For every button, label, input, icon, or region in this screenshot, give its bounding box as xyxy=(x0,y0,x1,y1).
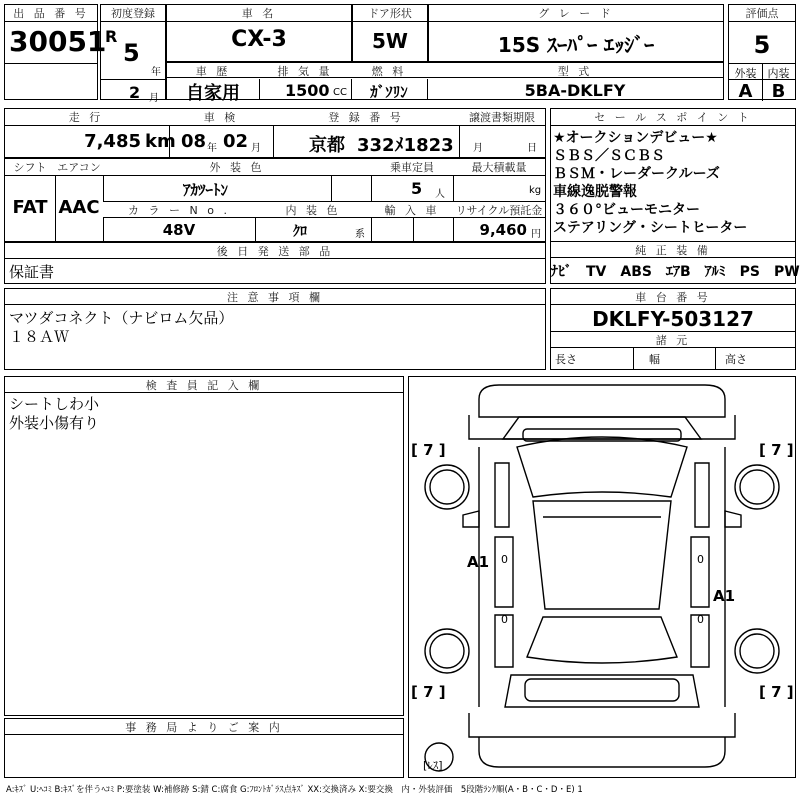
plate-area: 京都 xyxy=(309,135,345,156)
displacement: 1500 xyxy=(285,81,330,100)
grade: 15S ｽｰﾊﾟｰ ｴｯｼﾞｰ xyxy=(497,33,655,57)
model-code: 5BA-DKLFY xyxy=(524,81,626,100)
note-line: １８ＡＷ xyxy=(9,328,70,346)
seating-capacity: 5 xyxy=(411,179,423,198)
plate-number: 332ﾒ1823 xyxy=(357,135,454,156)
aircon-type: AAC xyxy=(58,197,100,218)
legend: A:ｷｽﾞ U:ﾍｺﾐ B:ｷｽﾞを伴うﾍｺﾐ P:要塗装 W:補修跡 S:錆 C:腐食 G:ﾌﾛﾝﾄｶﾞﾗｽ点ｷｽﾞ XX:交換済み X:要交換 内・外装評価 5段階ﾗﾝｸ順(A・B・C・D・E) 1 xyxy=(6,785,583,795)
exterior-score: A xyxy=(738,81,753,102)
tire-tag-front-left: [ 7 ] xyxy=(411,441,446,459)
color-number: 48V xyxy=(162,221,196,239)
color-block-box: シフト エアコン 外 装 色 乗車定員 最大積載量 FAT AAC ｱｶﾂｰﾄﾝ 5 人 kg カ ラ ー N o . 内 装 色 輸 入 車 リサイクル預託金 48V ｸﾛ 系 9,460 円 xyxy=(4,158,546,242)
lot-number-box xyxy=(4,4,107,100)
spec-row-box: 車 歴 排 気 量 燃 料 型 式 自家用 1500 CC ｶﾞｿﾘﾝ 5BA-DKLFY xyxy=(166,62,724,100)
recycle-deposit: 9,460 xyxy=(479,221,527,239)
fuel: ｶﾞｿﾘﾝ xyxy=(370,83,408,101)
standard-equipment: ﾅﾋﾞ TV ABS ｴｱB ｱﾙﾐ PS PW xyxy=(551,264,800,280)
inspector-note: シートしわ小 xyxy=(9,395,100,413)
tire-tag-front-right: [ 7 ] xyxy=(759,441,794,459)
door-type: 5W xyxy=(372,29,408,53)
exterior-color: ｱｶﾂｰﾄﾝ xyxy=(183,181,229,199)
car-name: CX-3 xyxy=(231,27,287,52)
lot-number-label: 出 品 番 号 xyxy=(5,5,97,21)
score-box: 評価点 5 外装 内装 A B xyxy=(728,4,796,100)
spare-tire-label: [ﾚｽ] xyxy=(423,759,443,772)
inspector-note: 外装小傷有り xyxy=(9,414,100,432)
sales-points-box: セ ー ル ス ポ イ ン ト ★オークションデビュー★ ＳＢＳ／ＳＣＢＳ ＢＳＭ・レーダークルーズ 車線逸脱警報 ３６０°ビューモニター ステアリング・シートヒーター 純 正 装 備 ﾅﾋﾞ TV ABS ｴｱB ｱﾙﾐ PS PW xyxy=(550,108,796,284)
car-diagram xyxy=(409,377,795,777)
later-parts: 保証書 xyxy=(9,263,55,281)
interior-color: ｸﾛ xyxy=(293,224,307,240)
sales-point: ３６０°ビューモニター xyxy=(553,202,700,218)
inspector-notes xyxy=(9,395,99,433)
inspector-box: 検 査 員 記 入 欄 シートしわ小 外装小傷有り xyxy=(4,376,404,716)
chassis-box: 車 台 番 号 DKLFY-503127 諸 元 長さ 幅 高さ xyxy=(550,288,796,370)
era: R xyxy=(105,27,118,46)
sales-point: 車線逸脱警報 xyxy=(553,184,637,200)
interior-score: B xyxy=(771,81,786,102)
damage-mark-left: A1 xyxy=(467,553,490,571)
chassis-number: DKLFY-503127 xyxy=(592,307,754,331)
score: 5 xyxy=(753,31,771,59)
sales-point: ＢＳＭ・レーダークルーズ xyxy=(553,166,720,182)
first-registration-box: 初度登録 R 5 年 2 月 xyxy=(100,4,166,100)
damage-diagram-box: [ 7 ] [ 7 ] [ 7 ] [ 7 ] A1 A1 0 0 0 0 [ﾚｽ] xyxy=(408,376,796,778)
inspection-year: 08 xyxy=(181,131,207,152)
lot-number: 30051 xyxy=(9,25,107,58)
sales-point: ★オークションデビュー★ xyxy=(553,130,718,146)
note-line: マツダコネクト（ナビロム欠品） xyxy=(9,309,234,327)
shift-type: FAT xyxy=(12,197,48,218)
notes-box: 注 意 事 項 欄 マツダコネクト（ナビロム欠品） １８ＡＷ xyxy=(4,288,546,370)
tire-tag-rear-left: [ 7 ] xyxy=(411,683,446,701)
damage-mark-right: A1 xyxy=(713,587,736,605)
mileage-box: 走 行 車 検 登 録 番 号 譲渡書類期限 7,485 km 08 年 02 月 京都 332ﾒ1823 月 日 xyxy=(4,108,546,158)
tire-tag-rear-right: [ 7 ] xyxy=(759,683,794,701)
office-box: 事 務 局 よ り ご 案 内 xyxy=(4,718,404,778)
inspection-month: 02 xyxy=(223,131,249,152)
registration-month: 2 xyxy=(129,83,141,102)
vehicle-history: 自家用 xyxy=(186,83,240,104)
mileage: 7,485 xyxy=(84,131,141,152)
grade-box: グ レ ー ド 15S ｽｰﾊﾟｰ ｴｯｼﾞｰ xyxy=(428,4,724,62)
sales-points-list xyxy=(553,129,793,237)
sales-point: ＳＢＳ／ＳＣＢＳ xyxy=(553,148,665,164)
door-box: ドア形状 5W xyxy=(352,4,428,62)
notes-list xyxy=(9,309,233,347)
later-parts-box: 後 日 発 送 部 品 保証書 xyxy=(4,242,546,284)
sales-point: ステアリング・シートヒーター xyxy=(553,220,748,236)
registration-year: 5 xyxy=(123,39,140,67)
car-name-box: 車 名 CX-3 xyxy=(166,4,352,62)
first-registration-label: 初度登録 xyxy=(101,5,165,21)
